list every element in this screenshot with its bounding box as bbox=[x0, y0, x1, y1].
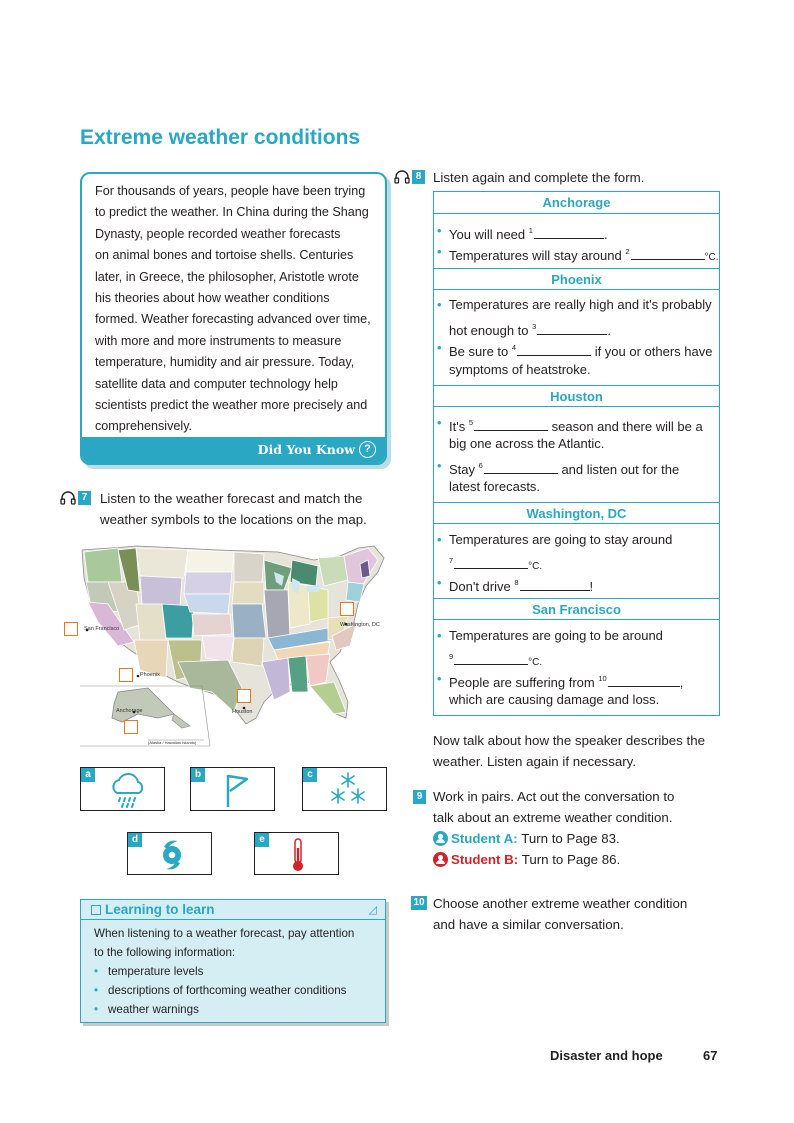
ex9-instruction: Work in pairs. Act out the conversation to talk about an extreme weather condition. Student A: Turn to Page 83. Student B: Turn to Page 86. bbox=[433, 786, 674, 870]
list-item: • temperature levels bbox=[94, 962, 379, 981]
ex7-number: 7 bbox=[78, 491, 91, 505]
page-number: 67 bbox=[703, 1048, 718, 1063]
form-item: • Don't drive $^8$ ! bbox=[437, 575, 594, 594]
headphones-icon bbox=[394, 170, 410, 184]
ex7-instruction: Listen to the weather forecast and match the weather symbols to the locations on the map. bbox=[100, 491, 367, 527]
symbol-card-a[interactable] bbox=[80, 767, 165, 811]
symbol-letter-b: b bbox=[191, 768, 205, 782]
blank-1[interactable] bbox=[534, 226, 604, 239]
map-label-anchorage: Anchorage bbox=[116, 708, 143, 714]
blank-5[interactable] bbox=[474, 418, 548, 431]
blank-9[interactable] bbox=[454, 652, 528, 665]
form-item: • Temperatures are going to be around bbox=[437, 628, 663, 643]
list-item: • descriptions of forthcoming weather conditions bbox=[94, 981, 379, 1000]
ex10-marker bbox=[411, 896, 427, 910]
blank-7[interactable] bbox=[454, 556, 528, 569]
learning-heading: Learning to learn bbox=[91, 902, 215, 917]
form-item-cont: big one across the Atlantic. bbox=[449, 436, 605, 451]
symbol-letter-c: c bbox=[303, 768, 317, 782]
learning-body: When listening to a weather forecast, pay attention to the following information: • temperature levels • descriptions of forthcoming weather conditions • weather warnings bbox=[94, 924, 379, 1019]
form-heading-phoenix: Phoenix bbox=[434, 268, 719, 290]
map-label-washington: Washington, DC bbox=[340, 622, 380, 628]
form-item: • Stay $^6$ and listen out for the bbox=[437, 458, 680, 477]
ex10-instruction: Choose another extreme weather condition and have a similar conversation. bbox=[433, 896, 688, 932]
ex10-number: 10 bbox=[411, 896, 427, 910]
symbol-letter-e: e bbox=[255, 833, 269, 847]
us-map-graphic bbox=[78, 542, 390, 750]
form-heading-anchorage: Anchorage bbox=[434, 192, 719, 214]
symbol-card-e[interactable] bbox=[254, 832, 339, 875]
blank-4[interactable] bbox=[517, 343, 591, 356]
footer-unit: Disaster and hope bbox=[550, 1048, 663, 1063]
ex7-marker bbox=[60, 491, 91, 505]
corner-icon: ◿ bbox=[368, 904, 377, 916]
did-you-know-footer bbox=[82, 437, 385, 463]
map-label-houston: Houston bbox=[232, 709, 253, 715]
form-item-cont: $^9$°C. bbox=[449, 652, 543, 668]
weather-form bbox=[433, 191, 720, 716]
thermometer-icon bbox=[289, 836, 307, 874]
blank-2[interactable] bbox=[631, 247, 705, 260]
symbol-letter-a: a bbox=[81, 768, 95, 782]
page-title: Extreme weather conditions bbox=[80, 126, 361, 149]
us-map bbox=[78, 542, 390, 750]
form-heading-washington: Washington, DC bbox=[434, 502, 719, 524]
form-item: • Temperatures are really high and it's probably bbox=[437, 297, 712, 312]
form-item: • Temperatures will stay around $^2$°C. bbox=[437, 244, 719, 263]
answer-box-phoenix[interactable] bbox=[119, 668, 133, 682]
snowflakes-icon bbox=[327, 770, 369, 810]
form-item-cont: $^7$°C. bbox=[449, 556, 543, 572]
answer-box-washington[interactable] bbox=[340, 602, 354, 616]
question-icon: ? bbox=[359, 441, 376, 458]
ex8-marker bbox=[394, 170, 425, 184]
talk-instruction: Now talk about how the speaker describes the weather. Listen again if necessary. bbox=[433, 733, 706, 769]
form-heading-san-francisco: San Francisco bbox=[434, 598, 719, 620]
student-a-line: Student A: Turn to Page 83. bbox=[433, 828, 674, 849]
form-item-cont: hot enough to $^3$ . bbox=[449, 322, 611, 338]
answer-box-houston[interactable] bbox=[237, 689, 251, 703]
form-item-cont: latest forecasts. bbox=[449, 479, 541, 494]
user-icon bbox=[433, 831, 448, 846]
blank-10[interactable] bbox=[608, 674, 680, 687]
did-you-know-text: For thousands of years, people have been trying to predict the weather. In China during the Shang Dynasty, people recorded weather forecasts on animal bones and tortoise shells. Centuries later, in Greece, the philosopher, Aristotle wrote his theories about how weather conditions formed. Weather forecasting advanced over time, with more and more instruments to measure temperature, humidity and air pressure. Today, satellite data and computer technology help scientists predict the weather more precisely and comprehensively. bbox=[95, 184, 371, 434]
answer-box-san-francisco[interactable] bbox=[64, 622, 78, 636]
ex8-instruction: Listen again and complete the form. bbox=[433, 170, 645, 185]
headphones-icon bbox=[60, 491, 76, 505]
map-label-phoenix: Phoenix bbox=[140, 672, 160, 678]
form-item-cont: symptoms of heatstroke. bbox=[449, 362, 591, 377]
flag-icon bbox=[221, 771, 251, 809]
answer-box-anchorage[interactable] bbox=[124, 720, 138, 734]
map-label-san-francisco: San Francisco bbox=[84, 626, 120, 632]
checkbox-icon bbox=[91, 905, 101, 915]
symbol-card-d[interactable] bbox=[127, 832, 212, 875]
form-item: • You will need $^1$ . bbox=[437, 223, 608, 242]
map-label-inset: (Alaska / Hawaiian Islands) bbox=[148, 740, 197, 745]
symbol-card-b[interactable] bbox=[190, 767, 275, 811]
blank-6[interactable] bbox=[484, 461, 558, 474]
form-item: • Be sure to $^4$ if you or others have bbox=[437, 340, 713, 359]
form-item: • It's $^5$ season and there will be a bbox=[437, 415, 703, 434]
did-you-know-box bbox=[80, 172, 387, 465]
ex8-number: 8 bbox=[412, 170, 425, 184]
symbol-letter-d: d bbox=[128, 833, 142, 847]
form-item-cont: which are causing damage and loss. bbox=[449, 692, 660, 707]
blank-8[interactable] bbox=[520, 578, 590, 591]
hurricane-icon bbox=[156, 837, 188, 873]
form-item: • People are suffering from $^{10}$ , bbox=[437, 671, 684, 690]
rain-cloud-icon bbox=[107, 771, 149, 809]
ex9-number: 9 bbox=[413, 790, 426, 804]
blank-3[interactable] bbox=[537, 322, 607, 335]
ex9-marker bbox=[413, 790, 426, 804]
learning-to-learn-box bbox=[80, 899, 386, 1023]
user-icon bbox=[433, 852, 448, 867]
form-heading-houston: Houston bbox=[434, 385, 719, 407]
form-item: • Temperatures are going to stay around bbox=[437, 532, 673, 547]
did-you-know-label: Did You Know bbox=[257, 442, 355, 457]
symbol-card-c[interactable] bbox=[302, 767, 387, 811]
list-item: • weather warnings bbox=[94, 1000, 379, 1019]
student-b-line: Student B: Turn to Page 86. bbox=[433, 849, 674, 870]
